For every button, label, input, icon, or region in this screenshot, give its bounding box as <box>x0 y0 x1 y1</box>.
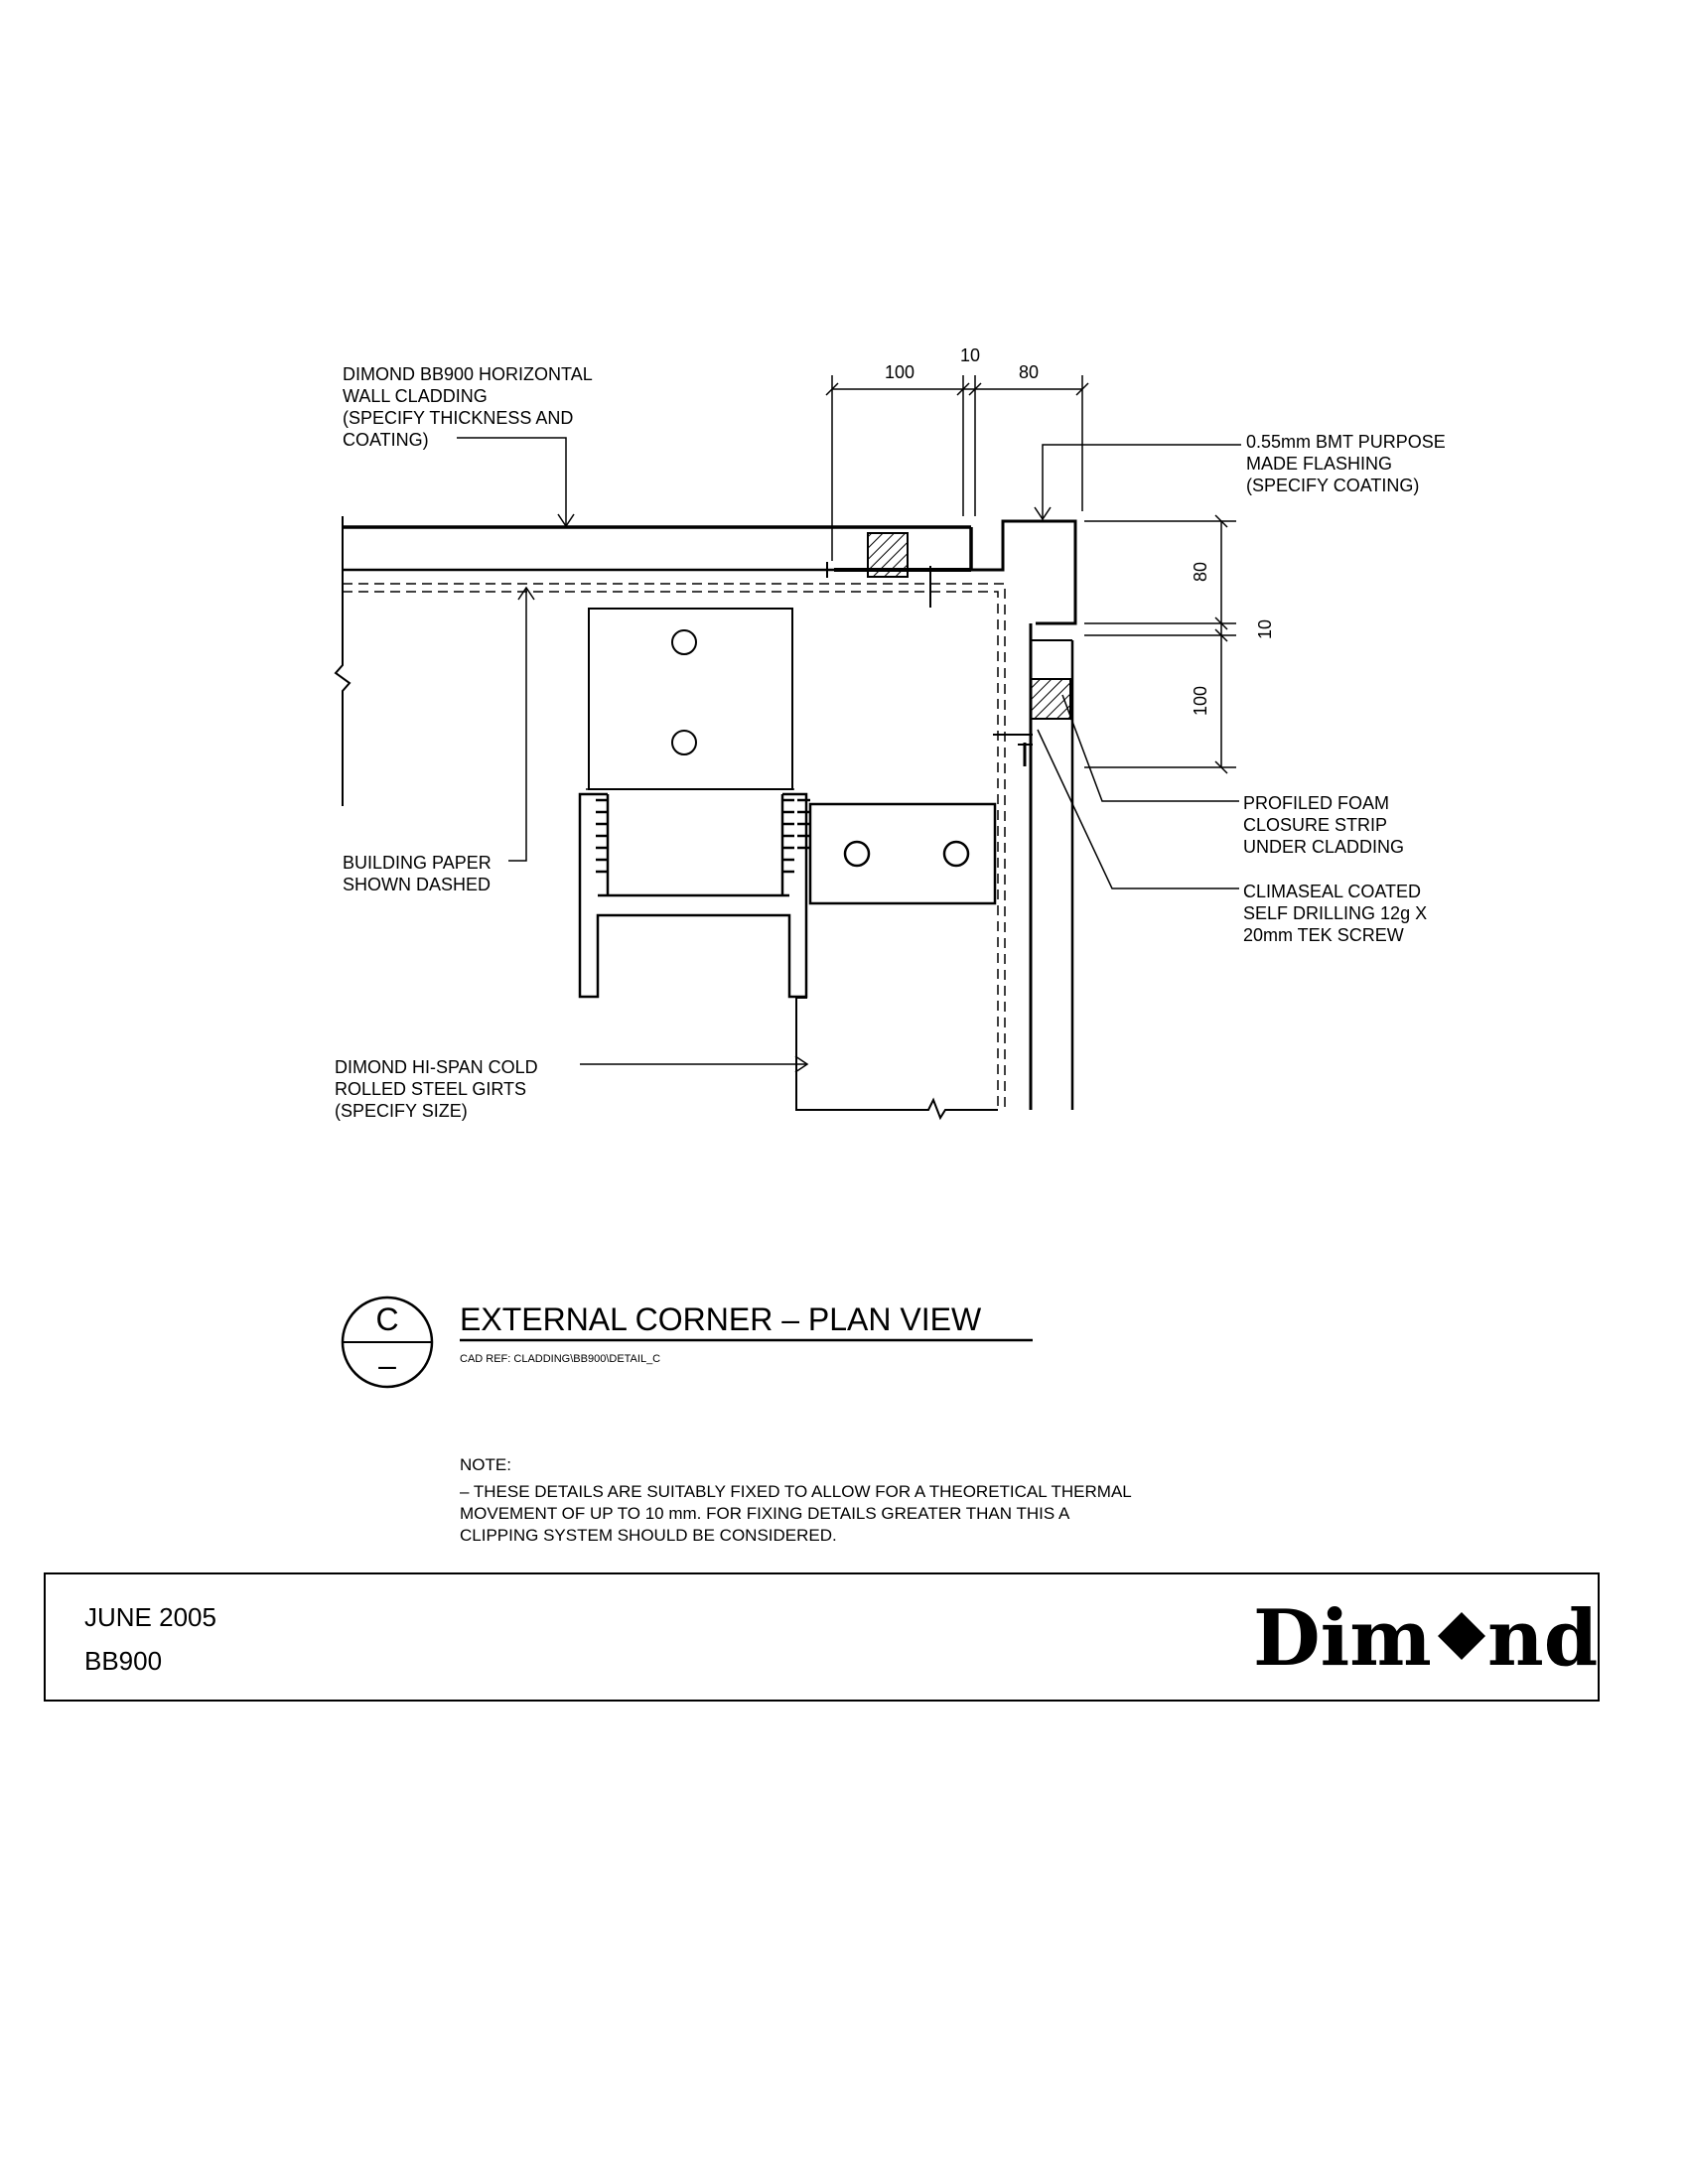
side-girt-cleat <box>797 800 995 903</box>
label-building-paper <box>343 853 492 894</box>
dim-right-80: 80 <box>1191 561 1210 583</box>
svg-text:SELF DRILLING 12g X: SELF DRILLING 12g X <box>1243 903 1428 923</box>
svg-text:(SPECIFY THICKNESS AND: (SPECIFY THICKNESS AND <box>343 408 574 428</box>
svg-text:0.55mm BMT PURPOSE: 0.55mm BMT PURPOSE <box>1246 432 1446 452</box>
svg-text:PROFILED FOAM: PROFILED FOAM <box>1243 793 1390 813</box>
svg-text:nd: nd <box>1487 1593 1599 1684</box>
building-paper-dashed <box>343 584 1005 1110</box>
lower-girt-section <box>796 903 998 1118</box>
svg-text:MADE FLASHING: MADE FLASHING <box>1246 454 1393 474</box>
svg-text:Dim: Dim <box>1253 1593 1432 1684</box>
label-steel-girts <box>335 1057 538 1121</box>
corner-flashing <box>971 521 1075 623</box>
svg-text:MOVEMENT OF UP TO 10 mm. FOR F: MOVEMENT OF UP TO 10 mm. FOR FIXING DETAILS GREATER THAN THIS A <box>460 1504 1070 1523</box>
svg-text:20mm TEK SCREW: 20mm TEK SCREW <box>1243 925 1404 945</box>
svg-text:COATING): COATING) <box>343 430 429 450</box>
dim-right-10: 10 <box>1255 618 1275 640</box>
leader-lines <box>457 438 1241 1072</box>
footer-product: BB900 <box>84 1646 163 1676</box>
svg-text:CLOSURE STRIP: CLOSURE STRIP <box>1243 815 1388 835</box>
dim-top-80: 80 <box>1018 362 1040 382</box>
logo-diamond-icon <box>1438 1612 1485 1660</box>
svg-text:NOTE:: NOTE: <box>460 1455 511 1474</box>
svg-text:DIMOND BB900 HORIZONTAL: DIMOND BB900 HORIZONTAL <box>343 364 593 384</box>
cad-reference: CAD REF: CLADDING\BB900\DETAIL_C <box>460 1353 661 1365</box>
label-tek-screw <box>1243 882 1427 945</box>
svg-text:– THESE DETAILS ARE SUITABLY F: – THESE DETAILS ARE SUITABLY FIXED TO ALLOW FOR A THEORETICAL THERMAL <box>460 1482 1132 1501</box>
svg-text:C: C <box>375 1301 399 1337</box>
dim-top-10: 10 <box>959 345 981 365</box>
svg-text:SHOWN DASHED: SHOWN DASHED <box>343 875 492 894</box>
label-cladding <box>343 364 593 450</box>
svg-text:–: – <box>378 1347 396 1383</box>
dim-right-100: 100 <box>1191 685 1210 717</box>
note-block <box>460 1455 1132 1545</box>
label-foam-closure <box>1243 793 1404 857</box>
svg-text:CLIMASEAL COATED: CLIMASEAL COATED <box>1243 882 1422 901</box>
svg-text:UNDER CLADDING: UNDER CLADDING <box>1243 837 1405 857</box>
svg-text:DIMOND HI-SPAN COLD: DIMOND HI-SPAN COLD <box>335 1057 538 1077</box>
svg-text:(SPECIFY SIZE): (SPECIFY SIZE) <box>335 1101 468 1121</box>
left-break-line <box>336 516 350 806</box>
dimond-logo <box>1253 1593 1598 1684</box>
svg-text:ROLLED STEEL GIRTS: ROLLED STEEL GIRTS <box>335 1079 527 1099</box>
detail-title: EXTERNAL CORNER – PLAN VIEW <box>460 1301 982 1337</box>
footer-date: JUNE 2005 <box>84 1602 216 1632</box>
detail-marker <box>343 1297 432 1387</box>
foam-closure-strip-top <box>868 533 908 577</box>
svg-text:(SPECIFY COATING): (SPECIFY COATING) <box>1246 476 1420 495</box>
dim-top-100: 100 <box>884 362 915 382</box>
steel-girt-section-vertical <box>580 794 806 997</box>
svg-text:BUILDING PAPER: BUILDING PAPER <box>343 853 492 873</box>
svg-text:CLIPPING SYSTEM SHOULD BE CONS: CLIPPING SYSTEM SHOULD BE CONSIDERED. <box>460 1526 837 1545</box>
svg-text:WALL CLADDING: WALL CLADDING <box>343 386 488 406</box>
label-flashing <box>1246 432 1446 495</box>
girt-cleat-plate <box>589 609 792 789</box>
